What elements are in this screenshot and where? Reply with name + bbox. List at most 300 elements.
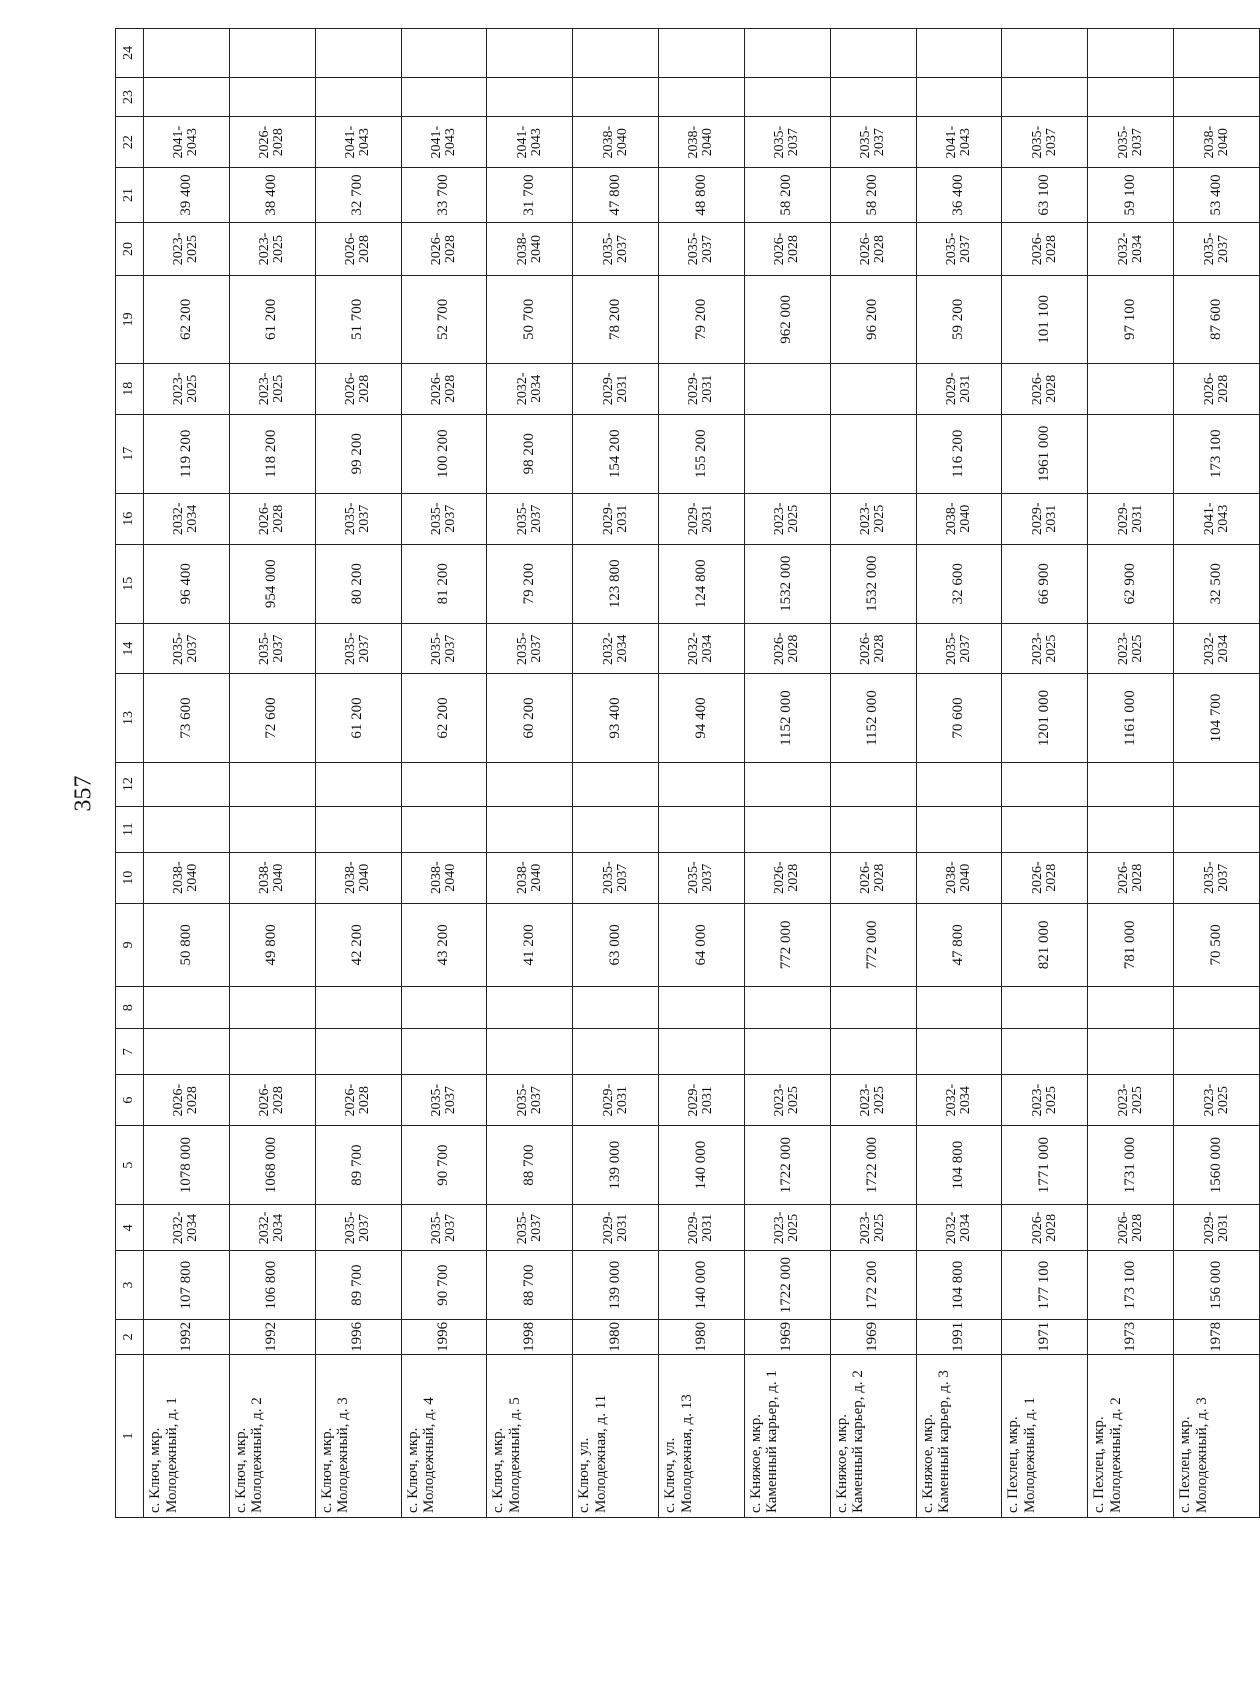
table-cell: 2035- 2037 bbox=[1088, 117, 1174, 168]
table-cell bbox=[1174, 987, 1260, 1029]
table-cell: 93 400 bbox=[573, 674, 659, 762]
table-cell: 2032- 2034 bbox=[1088, 223, 1174, 276]
table-cell: 2029- 2031 bbox=[1088, 493, 1174, 544]
table-cell: 2023- 2025 bbox=[229, 363, 315, 414]
table-cell: 2032- 2034 bbox=[1174, 623, 1260, 674]
table-cell: 2038- 2040 bbox=[573, 117, 659, 168]
address-cell: с. Ключ, мкр. Молодежный, д. 3 bbox=[315, 1355, 401, 1518]
table-cell: 2023- 2025 bbox=[1002, 623, 1088, 674]
table-cell: 1978 bbox=[1174, 1319, 1260, 1354]
table-row bbox=[315, 29, 401, 1518]
table-cell bbox=[573, 762, 659, 806]
table-cell: 107 800 bbox=[144, 1251, 230, 1319]
table-cell: 72 600 bbox=[229, 674, 315, 762]
table-cell: 2035- 2037 bbox=[315, 493, 401, 544]
table-cell: 2029- 2031 bbox=[573, 493, 659, 544]
table-cell: 60 200 bbox=[487, 674, 573, 762]
table-cell: 39 400 bbox=[144, 167, 230, 222]
table-cell: 2029- 2031 bbox=[659, 1205, 745, 1251]
table-cell: 101 100 bbox=[1002, 275, 1088, 363]
table-cell: 61 200 bbox=[315, 674, 401, 762]
table-cell bbox=[916, 1029, 1002, 1075]
table-cell: 53 400 bbox=[1174, 167, 1260, 222]
table-cell: 2035- 2037 bbox=[487, 623, 573, 674]
table-cell: 2038- 2040 bbox=[315, 852, 401, 903]
address-cell: с. Пехлец, мкр. Молодежный, д. 1 bbox=[1002, 1355, 1088, 1518]
table-cell: 1980 bbox=[659, 1319, 745, 1354]
table-cell: 1560 000 bbox=[1174, 1125, 1260, 1204]
table-cell: 2026- 2028 bbox=[744, 852, 830, 903]
column-header-14: 14 bbox=[116, 623, 144, 674]
column-header-12: 12 bbox=[116, 762, 144, 806]
table-cell bbox=[487, 762, 573, 806]
table-cell: 2038- 2040 bbox=[916, 852, 1002, 903]
table-cell: 1201 000 bbox=[1002, 674, 1088, 762]
address-cell: с. Пехлец, мкр. Молодежный, д. 2 bbox=[1088, 1355, 1174, 1518]
table-cell bbox=[1174, 29, 1260, 78]
table-cell bbox=[1002, 77, 1088, 117]
address-cell: с. Ключ, мкр. Молодежный, д. 4 bbox=[401, 1355, 487, 1518]
column-header-21: 21 bbox=[116, 167, 144, 222]
table-cell: 66 900 bbox=[1002, 544, 1088, 623]
table-cell: 2023- 2025 bbox=[1088, 623, 1174, 674]
rotated-table-wrapper bbox=[115, 28, 1260, 1518]
table-cell bbox=[1174, 762, 1260, 806]
table-cell: 106 800 bbox=[229, 1251, 315, 1319]
table-cell bbox=[916, 77, 1002, 117]
column-header-17: 17 bbox=[116, 414, 144, 493]
table-cell: 2026- 2028 bbox=[830, 223, 916, 276]
table-cell: 2035- 2037 bbox=[1174, 223, 1260, 276]
table-cell bbox=[487, 806, 573, 852]
table-cell bbox=[659, 77, 745, 117]
table-cell bbox=[1088, 762, 1174, 806]
table-cell bbox=[401, 29, 487, 78]
table-cell bbox=[315, 762, 401, 806]
table-cell: 2032- 2034 bbox=[487, 363, 573, 414]
table-row bbox=[830, 29, 916, 1518]
table-cell: 80 200 bbox=[315, 544, 401, 623]
table-cell: 79 200 bbox=[659, 275, 745, 363]
table-cell bbox=[830, 762, 916, 806]
table-row bbox=[1174, 29, 1260, 1518]
table-cell: 49 800 bbox=[229, 903, 315, 987]
table-cell bbox=[1174, 77, 1260, 117]
table-cell: 2026- 2028 bbox=[1002, 363, 1088, 414]
table-cell bbox=[229, 762, 315, 806]
table-cell: 99 200 bbox=[315, 414, 401, 493]
table-cell bbox=[1088, 987, 1174, 1029]
table-cell: 1532 000 bbox=[830, 544, 916, 623]
table-cell: 2026- 2028 bbox=[401, 363, 487, 414]
table-cell bbox=[659, 29, 745, 78]
table-cell: 2035- 2037 bbox=[315, 1205, 401, 1251]
table-cell bbox=[1002, 762, 1088, 806]
table-cell: 50 800 bbox=[144, 903, 230, 987]
table-cell: 2026- 2028 bbox=[229, 117, 315, 168]
table-cell: 97 100 bbox=[1088, 275, 1174, 363]
table-cell: 2029- 2031 bbox=[573, 1205, 659, 1251]
table-cell: 59 100 bbox=[1088, 167, 1174, 222]
table-cell bbox=[487, 77, 573, 117]
table-cell: 32 700 bbox=[315, 167, 401, 222]
table-cell bbox=[229, 806, 315, 852]
table-row bbox=[401, 29, 487, 1518]
table-cell: 42 200 bbox=[315, 903, 401, 987]
table-cell: 1998 bbox=[487, 1319, 573, 1354]
table-cell: 96 200 bbox=[830, 275, 916, 363]
column-header-5: 5 bbox=[116, 1125, 144, 1204]
table-row bbox=[144, 29, 230, 1518]
table-cell: 2023- 2025 bbox=[830, 1075, 916, 1126]
column-header-6: 6 bbox=[116, 1075, 144, 1126]
table-cell: 140 000 bbox=[659, 1251, 745, 1319]
table-cell: 2035- 2037 bbox=[401, 1075, 487, 1126]
table-cell: 1161 000 bbox=[1088, 674, 1174, 762]
table-cell: 123 800 bbox=[573, 544, 659, 623]
table-cell: 70 500 bbox=[1174, 903, 1260, 987]
table-cell bbox=[830, 1029, 916, 1075]
table-cell: 104 800 bbox=[916, 1251, 1002, 1319]
table-row bbox=[1002, 29, 1088, 1518]
table-cell: 70 600 bbox=[916, 674, 1002, 762]
table-cell: 2035- 2037 bbox=[830, 117, 916, 168]
column-header-7: 7 bbox=[116, 1029, 144, 1075]
table-cell bbox=[744, 1029, 830, 1075]
table-cell: 2026- 2028 bbox=[315, 1075, 401, 1126]
table-cell: 2023- 2025 bbox=[1002, 1075, 1088, 1126]
table-cell bbox=[229, 77, 315, 117]
table-cell: 124 800 bbox=[659, 544, 745, 623]
table-cell: 1980 bbox=[573, 1319, 659, 1354]
address-cell: с. Ключ, мкр. Молодежный, д. 2 bbox=[229, 1355, 315, 1518]
address-cell: с. Княжое, мкр. Каменный карьер, д. 2 bbox=[830, 1355, 916, 1518]
table-cell: 119 200 bbox=[144, 414, 230, 493]
table-cell bbox=[744, 414, 830, 493]
table-cell: 1722 000 bbox=[744, 1125, 830, 1204]
table-cell: 2032- 2034 bbox=[229, 1205, 315, 1251]
table-cell bbox=[315, 806, 401, 852]
table-cell bbox=[229, 29, 315, 78]
table-cell bbox=[573, 1029, 659, 1075]
table-row bbox=[744, 29, 830, 1518]
table-cell: 2029- 2031 bbox=[659, 363, 745, 414]
table-cell: 2035- 2037 bbox=[1002, 117, 1088, 168]
table-cell: 2029- 2031 bbox=[573, 1075, 659, 1126]
table-cell: 2035- 2037 bbox=[401, 493, 487, 544]
table-cell: 2041- 2043 bbox=[315, 117, 401, 168]
table-cell: 61 200 bbox=[229, 275, 315, 363]
table-cell: 2035- 2037 bbox=[487, 1075, 573, 1126]
table-cell bbox=[1002, 1029, 1088, 1075]
table-cell bbox=[1088, 414, 1174, 493]
table-cell: 89 700 bbox=[315, 1251, 401, 1319]
table-cell bbox=[144, 29, 230, 78]
table-cell bbox=[401, 762, 487, 806]
table-cell: 47 800 bbox=[916, 903, 1002, 987]
table-cell: 32 600 bbox=[916, 544, 1002, 623]
table-cell: 1532 000 bbox=[744, 544, 830, 623]
table-cell: 1971 bbox=[1002, 1319, 1088, 1354]
table-cell: 2023- 2025 bbox=[744, 1205, 830, 1251]
table-cell: 90 700 bbox=[401, 1125, 487, 1204]
table-cell: 2035- 2037 bbox=[744, 117, 830, 168]
table-cell bbox=[916, 987, 1002, 1029]
data-table bbox=[115, 28, 1260, 1518]
table-cell bbox=[487, 29, 573, 78]
table-cell: 2035- 2037 bbox=[573, 223, 659, 276]
column-header-4: 4 bbox=[116, 1205, 144, 1251]
table-cell: 2041- 2043 bbox=[916, 117, 1002, 168]
table-cell: 2032- 2034 bbox=[144, 1205, 230, 1251]
table-row bbox=[916, 29, 1002, 1518]
table-cell bbox=[916, 29, 1002, 78]
table-cell: 2029- 2031 bbox=[573, 363, 659, 414]
table-cell bbox=[830, 987, 916, 1029]
table-cell bbox=[1002, 806, 1088, 852]
table-cell: 2029- 2031 bbox=[659, 493, 745, 544]
table-cell bbox=[144, 987, 230, 1029]
table-cell bbox=[830, 363, 916, 414]
table-cell: 2035- 2037 bbox=[916, 223, 1002, 276]
table-cell bbox=[1088, 29, 1174, 78]
table-cell bbox=[1002, 987, 1088, 1029]
table-cell: 59 200 bbox=[916, 275, 1002, 363]
table-cell bbox=[487, 1029, 573, 1075]
table-cell bbox=[573, 987, 659, 1029]
address-cell: с. Ключ, ул. Молодежная, д. 11 bbox=[573, 1355, 659, 1518]
table-cell: 2026- 2028 bbox=[1088, 1205, 1174, 1251]
table-cell bbox=[830, 414, 916, 493]
table-cell: 31 700 bbox=[487, 167, 573, 222]
table-cell: 1992 bbox=[144, 1319, 230, 1354]
table-cell: 2035- 2037 bbox=[916, 623, 1002, 674]
table-cell: 2026- 2028 bbox=[229, 1075, 315, 1126]
table-cell: 2023- 2025 bbox=[229, 223, 315, 276]
table-cell: 2038- 2040 bbox=[916, 493, 1002, 544]
column-header-16: 16 bbox=[116, 493, 144, 544]
table-cell: 32 500 bbox=[1174, 544, 1260, 623]
table-cell bbox=[744, 29, 830, 78]
column-header-19: 19 bbox=[116, 275, 144, 363]
table-cell: 2026- 2028 bbox=[1002, 852, 1088, 903]
column-header-11: 11 bbox=[116, 806, 144, 852]
table-cell: 139 000 bbox=[573, 1125, 659, 1204]
table-cell: 58 200 bbox=[830, 167, 916, 222]
table-row bbox=[487, 29, 573, 1518]
table-cell: 2035- 2037 bbox=[573, 852, 659, 903]
table-row bbox=[659, 29, 745, 1518]
table-cell: 62 200 bbox=[144, 275, 230, 363]
table-cell bbox=[659, 987, 745, 1029]
table-cell: 63 100 bbox=[1002, 167, 1088, 222]
table-cell bbox=[1174, 1029, 1260, 1075]
table-cell: 2026- 2028 bbox=[744, 623, 830, 674]
table-cell: 139 000 bbox=[573, 1251, 659, 1319]
table-cell bbox=[315, 29, 401, 78]
table-cell bbox=[401, 987, 487, 1029]
table-cell: 140 000 bbox=[659, 1125, 745, 1204]
table-cell bbox=[229, 1029, 315, 1075]
table-cell bbox=[573, 77, 659, 117]
table-cell: 781 000 bbox=[1088, 903, 1174, 987]
table-cell: 177 100 bbox=[1002, 1251, 1088, 1319]
table-cell: 2038- 2040 bbox=[401, 852, 487, 903]
table-cell: 1731 000 bbox=[1088, 1125, 1174, 1204]
table-cell: 63 000 bbox=[573, 903, 659, 987]
table-cell: 1152 000 bbox=[744, 674, 830, 762]
table-row bbox=[1088, 29, 1174, 1518]
column-header-10: 10 bbox=[116, 852, 144, 903]
table-cell bbox=[1088, 77, 1174, 117]
table-cell: 2035- 2037 bbox=[659, 223, 745, 276]
table-cell: 2023- 2025 bbox=[744, 1075, 830, 1126]
column-header-2: 2 bbox=[116, 1319, 144, 1354]
table-cell: 2035- 2037 bbox=[144, 623, 230, 674]
table-cell: 100 200 bbox=[401, 414, 487, 493]
table-row bbox=[229, 29, 315, 1518]
table-cell: 172 200 bbox=[830, 1251, 916, 1319]
column-header-20: 20 bbox=[116, 223, 144, 276]
table-cell bbox=[144, 762, 230, 806]
table-cell bbox=[1088, 363, 1174, 414]
column-header-18: 18 bbox=[116, 363, 144, 414]
address-cell: с. Ключ, ул. Молодежная, д. 13 bbox=[659, 1355, 745, 1518]
table-cell bbox=[1088, 806, 1174, 852]
table-cell: 2035- 2037 bbox=[1174, 852, 1260, 903]
table-cell: 1992 bbox=[229, 1319, 315, 1354]
table-cell: 1996 bbox=[401, 1319, 487, 1354]
table-cell bbox=[144, 1029, 230, 1075]
table-cell bbox=[744, 806, 830, 852]
table-cell: 89 700 bbox=[315, 1125, 401, 1204]
table-cell bbox=[1174, 806, 1260, 852]
table-cell: 2023- 2025 bbox=[144, 363, 230, 414]
table-cell: 62 200 bbox=[401, 674, 487, 762]
table-cell: 79 200 bbox=[487, 544, 573, 623]
address-cell: с. Княжое, мкр. Каменный карьер, д. 3 bbox=[916, 1355, 1002, 1518]
table-cell: 2038- 2040 bbox=[487, 223, 573, 276]
table-cell: 90 700 bbox=[401, 1251, 487, 1319]
table-cell: 1996 bbox=[315, 1319, 401, 1354]
column-header-3: 3 bbox=[116, 1251, 144, 1319]
table-cell bbox=[659, 806, 745, 852]
table-cell bbox=[229, 987, 315, 1029]
table-cell bbox=[744, 762, 830, 806]
table-cell: 78 200 bbox=[573, 275, 659, 363]
table-cell: 2026- 2028 bbox=[830, 623, 916, 674]
table-cell: 2023- 2025 bbox=[1088, 1075, 1174, 1126]
table-row bbox=[573, 29, 659, 1518]
table-cell: 2035- 2037 bbox=[487, 1205, 573, 1251]
table-cell bbox=[830, 77, 916, 117]
table-cell: 50 700 bbox=[487, 275, 573, 363]
table-cell: 2026- 2028 bbox=[744, 223, 830, 276]
table-cell: 62 900 bbox=[1088, 544, 1174, 623]
table-cell: 41 200 bbox=[487, 903, 573, 987]
table-cell: 2035- 2037 bbox=[401, 623, 487, 674]
table-cell: 43 200 bbox=[401, 903, 487, 987]
table-cell: 173 100 bbox=[1174, 414, 1260, 493]
table-cell: 2026- 2028 bbox=[144, 1075, 230, 1126]
table-cell: 36 400 bbox=[916, 167, 1002, 222]
table-cell: 81 200 bbox=[401, 544, 487, 623]
table-cell: 2041- 2043 bbox=[487, 117, 573, 168]
table-cell: 1969 bbox=[830, 1319, 916, 1354]
table-cell: 1152 000 bbox=[830, 674, 916, 762]
table-cell: 2035- 2037 bbox=[401, 1205, 487, 1251]
table-cell bbox=[916, 806, 1002, 852]
table-cell: 1969 bbox=[744, 1319, 830, 1354]
table-cell: 88 700 bbox=[487, 1251, 573, 1319]
table-cell: 2026- 2028 bbox=[1002, 1205, 1088, 1251]
column-header-13: 13 bbox=[116, 674, 144, 762]
table-cell: 2038- 2040 bbox=[229, 852, 315, 903]
table-cell: 1991 bbox=[916, 1319, 1002, 1354]
table-cell bbox=[487, 987, 573, 1029]
table-cell: 2029- 2031 bbox=[1002, 493, 1088, 544]
table-cell: 2035- 2037 bbox=[659, 852, 745, 903]
table-cell: 2041- 2043 bbox=[1174, 493, 1260, 544]
table-cell: 2026- 2028 bbox=[1174, 363, 1260, 414]
table-cell bbox=[315, 1029, 401, 1075]
table-cell: 155 200 bbox=[659, 414, 745, 493]
column-header-22: 22 bbox=[116, 117, 144, 168]
table-cell: 2029- 2031 bbox=[916, 363, 1002, 414]
table-cell: 104 800 bbox=[916, 1125, 1002, 1204]
table-cell: 2026- 2028 bbox=[401, 223, 487, 276]
table-cell: 116 200 bbox=[916, 414, 1002, 493]
table-cell: 48 800 bbox=[659, 167, 745, 222]
table-cell: 2026- 2028 bbox=[1002, 223, 1088, 276]
table-cell: 2026- 2028 bbox=[830, 852, 916, 903]
table-cell: 2038- 2040 bbox=[1174, 117, 1260, 168]
table-cell: 821 000 bbox=[1002, 903, 1088, 987]
table-cell: 88 700 bbox=[487, 1125, 573, 1204]
table-cell: 47 800 bbox=[573, 167, 659, 222]
table-cell: 96 400 bbox=[144, 544, 230, 623]
table-cell bbox=[744, 363, 830, 414]
column-header-24: 24 bbox=[116, 29, 144, 78]
table-cell bbox=[315, 77, 401, 117]
table-cell: 1078 000 bbox=[144, 1125, 230, 1204]
address-cell: с. Пехлец, мкр. Молодежный, д. 3 bbox=[1174, 1355, 1260, 1518]
table-cell: 2041- 2043 bbox=[144, 117, 230, 168]
table-cell bbox=[1088, 1029, 1174, 1075]
address-cell: с. Ключ, мкр. Молодежный, д. 5 bbox=[487, 1355, 573, 1518]
table-cell: 772 000 bbox=[830, 903, 916, 987]
table-cell bbox=[573, 806, 659, 852]
table-cell: 58 200 bbox=[744, 167, 830, 222]
table-cell bbox=[401, 806, 487, 852]
table-cell: 2023- 2025 bbox=[830, 1205, 916, 1251]
table-cell bbox=[401, 77, 487, 117]
table-cell: 1722 000 bbox=[830, 1125, 916, 1204]
table-cell: 156 000 bbox=[1174, 1251, 1260, 1319]
column-header-1: 1 bbox=[116, 1355, 144, 1518]
table-cell: 2038- 2040 bbox=[659, 117, 745, 168]
table-cell: 118 200 bbox=[229, 414, 315, 493]
column-header-8: 8 bbox=[116, 987, 144, 1029]
table-cell bbox=[573, 29, 659, 78]
table-cell: 52 700 bbox=[401, 275, 487, 363]
table-cell: 2023- 2025 bbox=[744, 493, 830, 544]
table-cell: 2026- 2028 bbox=[229, 493, 315, 544]
page-number: 357 bbox=[70, 775, 97, 812]
table-cell: 154 200 bbox=[573, 414, 659, 493]
table-cell bbox=[830, 29, 916, 78]
table-cell bbox=[659, 762, 745, 806]
